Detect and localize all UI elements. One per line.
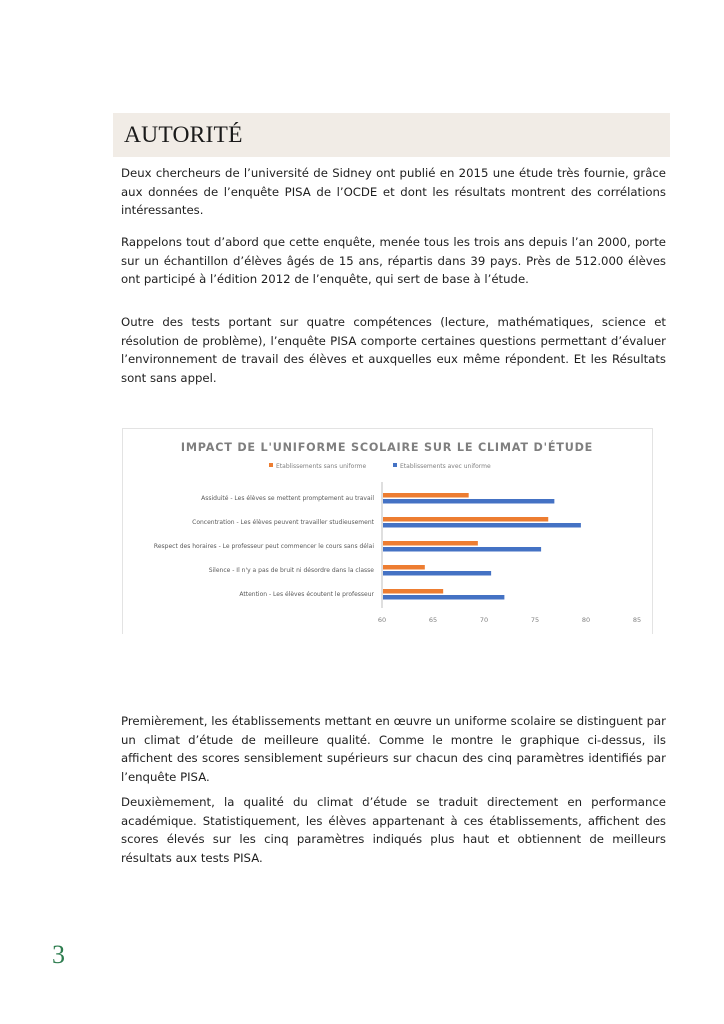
section-heading-band [113, 113, 670, 157]
category-label: Assiduité - Les élèves se mettent promptement au travail [201, 495, 374, 502]
x-tick-label: 60 [377, 616, 387, 624]
bar-avec-uniforme [383, 547, 541, 552]
category-label: Attention - Les élèves écoutent le professeur [239, 591, 374, 598]
legend-label: Etablissements avec uniforme [400, 463, 491, 470]
bar-sans-uniforme [383, 541, 478, 546]
category-label: Silence - Il n'y a pas de bruit ni désordre dans la classe [208, 567, 374, 574]
x-tick-label: 65 [428, 616, 438, 624]
section-title: AUTORITÉ [124, 122, 243, 148]
x-tick-label: 70 [479, 616, 489, 624]
legend-label: Etablissements sans uniforme [276, 463, 367, 470]
bar-avec-uniforme [383, 523, 581, 528]
x-tick-label: 75 [530, 616, 540, 624]
category-label: Respect des horaires - Le professeur peut commencer le cours sans délai [153, 543, 374, 550]
category-label: Concentration - Les élèves peuvent travailler studieusement [192, 519, 374, 526]
page-number: 3 [52, 940, 65, 969]
paragraph-intro: Deux chercheurs de l’université de Sidney ont publié en 2015 une étude très fournie, grâce aux données de l’enquête PISA de l’OCDE et dont les résultats montrent des corrélations intéressantes. [121, 166, 666, 218]
legend-swatch [393, 463, 397, 467]
bar-avec-uniforme [383, 571, 491, 576]
bar-sans-uniforme [383, 589, 443, 594]
x-tick-label: 85 [632, 616, 642, 624]
paragraph-survey: Rappelons tout d’abord que cette enquête, menée tous les trois ans depuis l’an 2000, porte sur un échantillon d’élèves âgés de 15 ans, répartis dans 39 pays. Près de 512.000 élèves ont participé à l’édition 2012 de l’enquête, qui sert de base à l’étude. [121, 235, 666, 287]
bar-avec-uniforme [383, 595, 504, 600]
paragraph-first-point: Premièrement, les établissements mettant en œuvre un uniforme scolaire se distinguent par un climat d’étude de meilleure qualité. Comme le montre le graphique ci-dessus, ils affichent des scores sensiblement supérieurs sur chacun des cinq paramètres identifiés par l’enquête PISA. [121, 714, 666, 784]
x-tick-label: 80 [581, 616, 591, 624]
bar-sans-uniforme [383, 493, 469, 498]
chart-title: IMPACT DE L'UNIFORME SCOLAIRE SUR LE CLIMAT D'ÉTUDE [180, 441, 594, 454]
legend-swatch [269, 463, 273, 467]
chart-container [122, 428, 653, 634]
bar-sans-uniforme [383, 517, 548, 522]
paragraph-second-point: Deuxièmement, la qualité du climat d’étude se traduit directement en performance académique. Statistiquement, les élèves appartenant à ces établissements, affichent des scores élevés sur les cinq paramètres indiqués plus haut et obtiennent de meilleurs résultats aux tests PISA. [121, 795, 666, 865]
bar-sans-uniforme [383, 565, 425, 570]
bar-chart [123, 429, 652, 634]
paragraph-tests: Outre des tests portant sur quatre compétences (lecture, mathématiques, science et résolution de problème), l’enquête PISA comporte certaines questions permettant d’évaluer l’environnement de travail des élèves et auxquelles eux même répondent. Et les Résultats sont sans appel. [121, 315, 666, 385]
bar-avec-uniforme [383, 499, 554, 504]
